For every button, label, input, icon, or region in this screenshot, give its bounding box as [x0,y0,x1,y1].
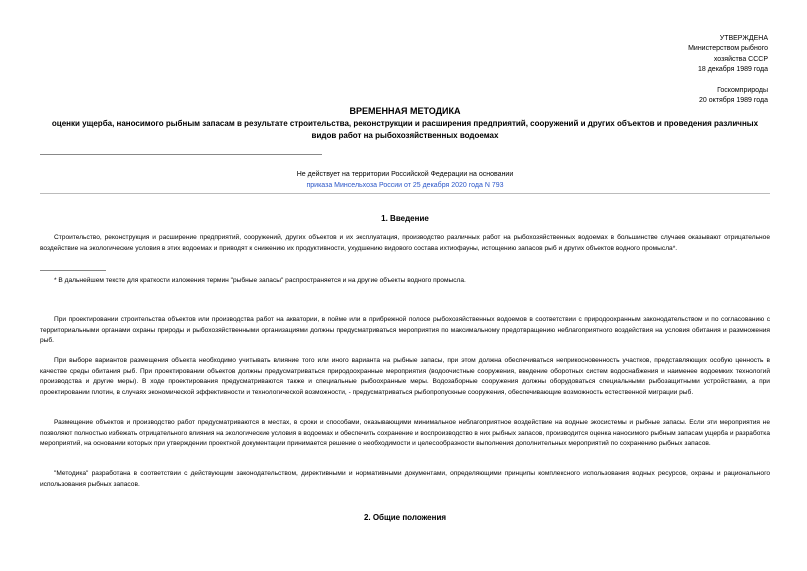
approval-line: 18 декабря 1989 года [697,66,768,74]
document-title: ВРЕМЕННАЯ МЕТОДИКА [349,106,461,116]
section-heading-introduction: 1. Введение [381,214,429,223]
paragraph: Строительство, реконструкция и расширение предприятий, сооружений, других объектов и их эксплуатация, производство различных работ на рыбохозяйственных водоемах в большинстве случаев оказывают отрицательное воздействие на экологические условия в этих водоемах и приводят к снижению их продуктивности, ухудшению видового состава ихтиофауны, истощению запасов рыб и других объектов водного промысла*. [40,234,770,252]
approval-line: 20 октября 1989 года [699,97,768,105]
paragraph: Размещение объектов и производство работ предусматриваются в местах, в сроки и способами, оказывающими минимальное неблагоприятное воздействие на водные экосистемы и рыбные запасы. Если эти мероприятия не позволяют полностью избежать отрицательного влияния на экологические условия в водоемах и обеспечить сохранение и воспроизводство в них рыбных запасов, производится оценка наносимого рыбным запасам ущерба и разработка мероприятий, на основании которых при утверждении проектной документации принимается решение о необходимости и целесообразности выполнения дополнительных мероприятий по сохранению рыбных запасов. [40,419,770,448]
approval-line: хозяйства СССР [713,55,768,63]
paragraph: При выборе вариантов размещения объекта необходимо учитывать влияние того или иного варианта на рыбные запасы, при этом должна обеспечиваться неприкосновенность участков, представляющих особую ценность в качестве среды обитания рыб. При проектировании объектов должны предусматриваться природоохранные мероприятия (водоочистные сооружения, введение оборотных систем водоснабжения и наименее водоемких технологий производства и другие меры). В ходе проектирования предусматриваются также и специальные рыбоохранные меры. Водозаборные сооружения должны оборудоваться специальными рыбозащитными устройствами, а при проектировании плотин, в случаях экономической эффективности и технологической возможности, - предусматриваться рыбопропускные сооружения, обеспечивающие возможность естественной миграции рыб. [40,357,770,396]
approval-line: Госкомприроды [717,86,768,94]
order-link[interactable]: приказа Минсельхоза России от 25 декабря 2020 года N 793 [306,182,504,189]
divider [40,193,770,194]
notice-text: Не действует на территории Российской Федерации на основании [296,171,514,178]
notice-block [40,169,770,191]
approval-line: УТВЕРЖДЕНА [719,35,768,42]
section-heading-general: 2. Общие положения [363,513,447,522]
document-subtitle: оценки ущерба, наносимого рыбным запасам в результате строительства, реконструкции и расширения предприятий, сооружений и других объектов и проведения различных видов работ на рыбохозяйственных водоемах [51,119,759,140]
approval-gap [688,76,768,86]
title-block [40,106,770,141]
paragraph: "Методика" разработана в соответствии с действующим законодательством, директивными и нормативными документами, определяющими принципы комплексного использования водных ресурсов, охраны и рационального использования рыбных запасов. [40,470,770,488]
paragraph: При проектировании строительства объектов или производства работ на акватории, в пойме или в прибрежной полосе рыбохозяйственных водоемов в соответствии с природоохранным законодательством и по согласованию с территориальными органами охраны природы и рыбохозяйственными организациями должны предусматриваться мероприятия по максимальному предотвращению неблагоприятного воздействия на условия обитания и размножения рыб. [40,316,770,345]
divider [40,154,322,155]
approval-line: Министерством рыбного [688,45,768,53]
footnote: * В дальнейшем тексте для краткости изложения термин "рыбные запасы" распространяется и на другие объекты водного промысла. [54,277,466,284]
footnote-divider [40,270,106,271]
approval-block [688,34,768,106]
